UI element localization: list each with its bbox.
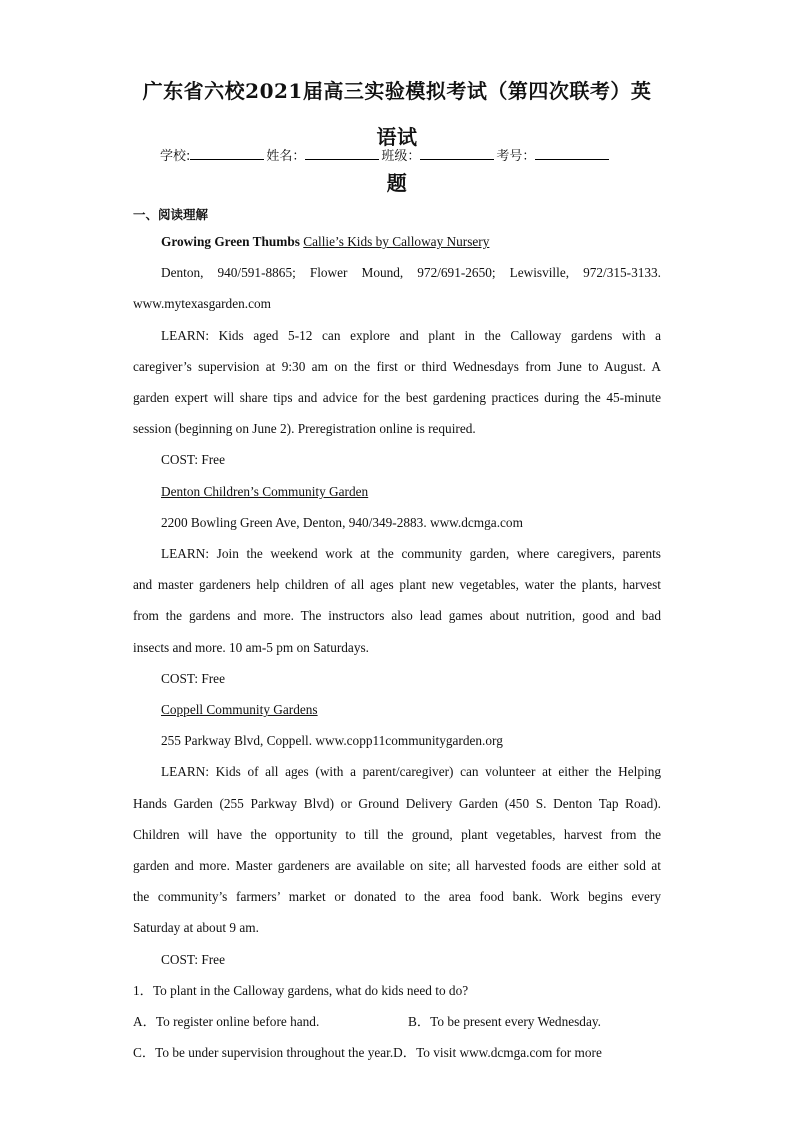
school-label: 学校:: [160, 149, 191, 164]
calloway-learn-line4: session (beginning on June 2). Preregistration online is required.: [133, 421, 476, 436]
passage-main-title: Growing Green Thumbs: [161, 234, 300, 249]
calloway-learn-line2: caregiver’s supervision at 9:30 am on the first or third Wednesdays from June to August. A: [133, 359, 661, 374]
denton-learn-line2: and master gardeners help children of all ages plant new vegetables, water the plants, harvest: [133, 577, 661, 592]
passage-heading-1: [161, 232, 661, 252]
coppell-learn-line4: garden and more. Master gardeners are available on site; all harvested foods are either sold at: [133, 858, 661, 873]
calloway-contacts-line2: www.mytexasgarden.com: [133, 296, 271, 311]
coppell-learn-line3: Children will have the opportunity to till the ground, plant vegetables, harvest from the: [133, 827, 661, 842]
denton-learn-line3: from the gardens and more. The instructors also lead games about nutrition, good and bad: [133, 608, 661, 623]
calloway-heading: Callie’s Kids by Calloway Nursery: [303, 234, 490, 249]
denton-learn-line4: insects and more. 10 am-5 pm on Saturdays.: [133, 640, 369, 655]
question-1-options-row2: [133, 1043, 661, 1063]
class-blank[interactable]: [420, 145, 494, 160]
exam-title: [133, 68, 661, 206]
section-heading: 一、阅读理解: [133, 207, 209, 222]
calloway-contacts-line1: Denton, 940/591-8865; Flower Mound, 972/691-2650; Lewisville, 972/315-3133.: [161, 265, 661, 280]
denton-cost: COST: Free: [161, 671, 225, 686]
coppell-cost: COST: Free: [161, 952, 225, 967]
number-blank[interactable]: [535, 145, 609, 160]
coppell-learn-line6: Saturday at about 9 am.: [133, 920, 259, 935]
name-label: 姓名：: [266, 149, 306, 164]
class-label: 班级：: [381, 149, 421, 164]
exam-title-line2: 题: [386, 171, 408, 195]
question-1-option-a[interactable]: A．To register online before hand.: [133, 1014, 320, 1029]
coppell-address: 255 Parkway Blvd, Coppell. www.copp11communitygarden.org: [161, 733, 503, 748]
coppell-heading-row: [161, 700, 661, 720]
denton-heading-row: [161, 482, 661, 502]
exam-title-line1: 广东省六校2021届高三实验模拟考试（第四次联考）英语试: [142, 79, 652, 149]
denton-learn-line1: LEARN: Join the weekend work at the community garden, where caregivers, parents: [161, 546, 661, 561]
name-blank[interactable]: [305, 145, 379, 160]
calloway-cost: COST: Free: [161, 452, 225, 467]
question-1-option-d[interactable]: D．To visit www.dcmga.com for more: [393, 1045, 602, 1060]
coppell-learn-line2: Hands Garden (255 Parkway Blvd) or Ground Delivery Garden (450 S. Denton Tap Road).: [133, 796, 661, 811]
question-1-option-b[interactable]: B．To be present every Wednesday.: [408, 1014, 601, 1029]
calloway-learn-line1: LEARN: Kids aged 5-12 can explore and plant in the Calloway gardens with a: [161, 328, 661, 343]
school-blank[interactable]: [190, 145, 264, 160]
student-info-fields: [160, 145, 611, 164]
denton-address: 2200 Bowling Green Ave, Denton, 940/349-2883. www.dcmga.com: [161, 515, 523, 530]
coppell-learn-line5: the community’s farmers’ market or donated to the area food bank. Work begins every: [133, 889, 661, 904]
coppell-learn-line1: LEARN: Kids of all ages (with a parent/caregiver) can volunteer at either the Helping: [161, 764, 661, 779]
calloway-learn-line3: garden expert will share tips and advice for the best gardening practices during the 45-minute: [133, 390, 661, 405]
coppell-heading: Coppell Community Gardens: [161, 702, 318, 717]
question-1-options-row1: [133, 1012, 661, 1032]
question-1-option-c[interactable]: C．To be under supervision throughout the year.: [133, 1045, 394, 1060]
denton-heading: Denton Children’s Community Garden: [161, 484, 369, 499]
number-label: 考号：: [496, 149, 536, 164]
question-1-stem: 1．To plant in the Calloway gardens, what do kids need to do?: [133, 983, 469, 998]
